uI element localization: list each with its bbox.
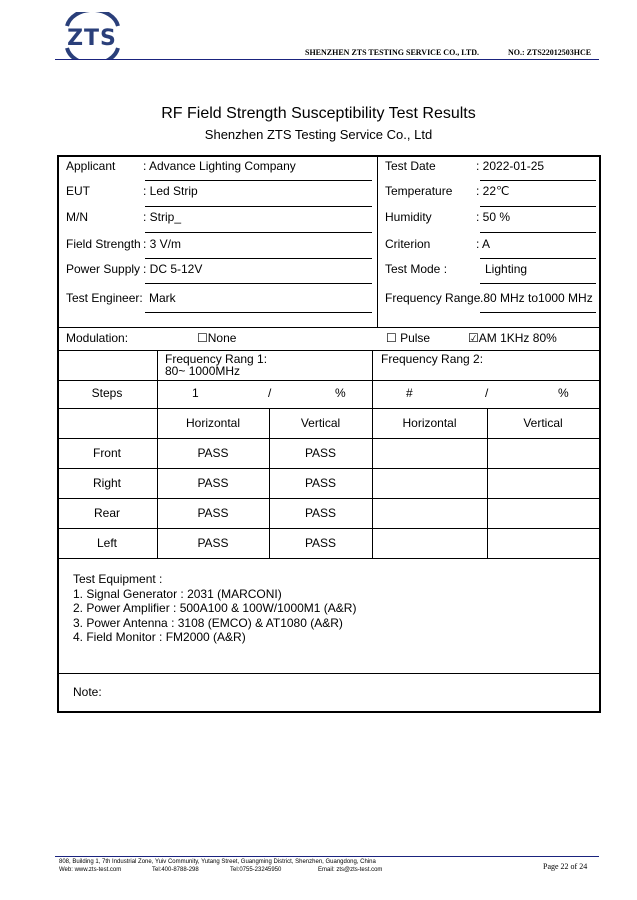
info-label: Test Mode :	[385, 262, 448, 276]
footer-email: Email: zts@zts-test.com	[318, 867, 383, 873]
header-rule	[55, 59, 599, 60]
info-value: : Advance Lighting Company	[143, 159, 296, 173]
info-label: Temperature	[385, 184, 453, 198]
result-vertical: PASS	[304, 536, 337, 550]
row-side: Right	[92, 476, 121, 490]
freq-range-1: Frequency Rang 1: 80~ 1000MHz	[165, 352, 268, 378]
footer-tel1: Tel:400-8788-298	[152, 867, 199, 873]
info-label: Humidity	[385, 210, 432, 224]
company-name: SHENZHEN ZTS TESTING SERVICE CO., LTD.	[305, 48, 480, 57]
svg-text:ZTS: ZTS	[67, 26, 117, 51]
note-label: Note:	[73, 685, 102, 699]
modulation-label: Modulation:	[66, 331, 129, 345]
steps-r1-sep: /	[268, 386, 272, 400]
info-label: Test Engineer:	[66, 291, 143, 305]
info-value: : DC 5-12V	[143, 262, 203, 276]
modulation-am-checkbox[interactable]: ☑AM 1KHz 80%	[468, 331, 557, 345]
result-horizontal: PASS	[197, 506, 229, 520]
row-side: Left	[96, 536, 117, 550]
column-header: Horizontal	[185, 416, 241, 430]
info-value: : Strip_	[143, 210, 182, 224]
result-horizontal: PASS	[197, 536, 229, 550]
steps-r1-value: 1	[192, 386, 199, 400]
modulation-none-checkbox[interactable]: ☐None	[197, 331, 237, 345]
row-side: Front	[92, 446, 121, 460]
page-number: Page 22 of 24	[543, 862, 588, 871]
footer-tel2: Tel:0755-23245950	[230, 867, 282, 873]
steps-label: Steps	[91, 386, 123, 400]
info-value: : A	[476, 237, 491, 251]
info-value: : 2022-01-25	[476, 159, 545, 173]
info-value: Lighting	[485, 262, 528, 276]
footer-address: 808, Building 1, 7th Industrial Zone, Yuiv Community, Yutang Street, Guangming District, Shenzhen, Guangdong, China	[59, 859, 376, 865]
info-label: EUT	[66, 184, 90, 198]
result-horizontal: PASS	[197, 476, 229, 490]
info-value: : 22℃	[476, 184, 510, 198]
steps-r2-value: #	[406, 386, 413, 400]
column-header: Horizontal	[402, 416, 457, 430]
result-vertical: PASS	[304, 446, 337, 460]
steps-r2-unit: %	[558, 386, 569, 400]
column-header: Vertical	[300, 416, 341, 430]
column-header: Vertical	[523, 416, 563, 430]
page-title: RF Field Strength Susceptibility Test Results	[161, 105, 476, 122]
info-label: M/N	[66, 210, 88, 224]
info-value: : 3 V/m	[143, 237, 182, 251]
steps-r2-sep: /	[485, 386, 489, 400]
freq-range-2: Frequency Rang 2:	[381, 352, 484, 366]
row-side: Rear	[93, 506, 120, 520]
info-label: Criterion	[385, 237, 431, 251]
result-vertical: PASS	[304, 476, 337, 490]
result-vertical: PASS	[304, 506, 337, 520]
result-horizontal: PASS	[197, 446, 229, 460]
info-label: Field Strength	[66, 237, 141, 251]
info-label: Test Date	[385, 159, 436, 173]
footer-rule	[55, 856, 599, 857]
info-value: : 50 %	[476, 210, 511, 224]
zts-logo	[55, 12, 130, 60]
info-value: .80 MHz to1000 MHz	[480, 291, 593, 305]
page-subtitle: Shenzhen ZTS Testing Service Co., Ltd	[204, 127, 433, 142]
info-value: Mark	[149, 291, 176, 305]
info-label: Power Supply	[66, 262, 141, 276]
test-equipment: Test Equipment : 1. Signal Generator : 2031 (MARCONI) 2. Power Amplifier : 500A100 & 100W/1000M1 (A&R) 3. Power Antenna : 3108 (EMCO) & AT1080 (A&R) 4. Field Monitor : FM2000 (A&R)	[73, 572, 357, 644]
info-value: : Led Strip	[143, 184, 198, 198]
footer-web: Web: www.zts-test.com	[59, 867, 122, 873]
info-label: Applicant	[66, 159, 116, 173]
steps-r1-unit: %	[335, 386, 346, 400]
report-number: NO.: ZTS22012503HCE	[508, 48, 592, 57]
modulation-pulse-checkbox[interactable]: ☐ Pulse	[386, 331, 431, 345]
info-label: Frequency Range	[385, 291, 481, 305]
